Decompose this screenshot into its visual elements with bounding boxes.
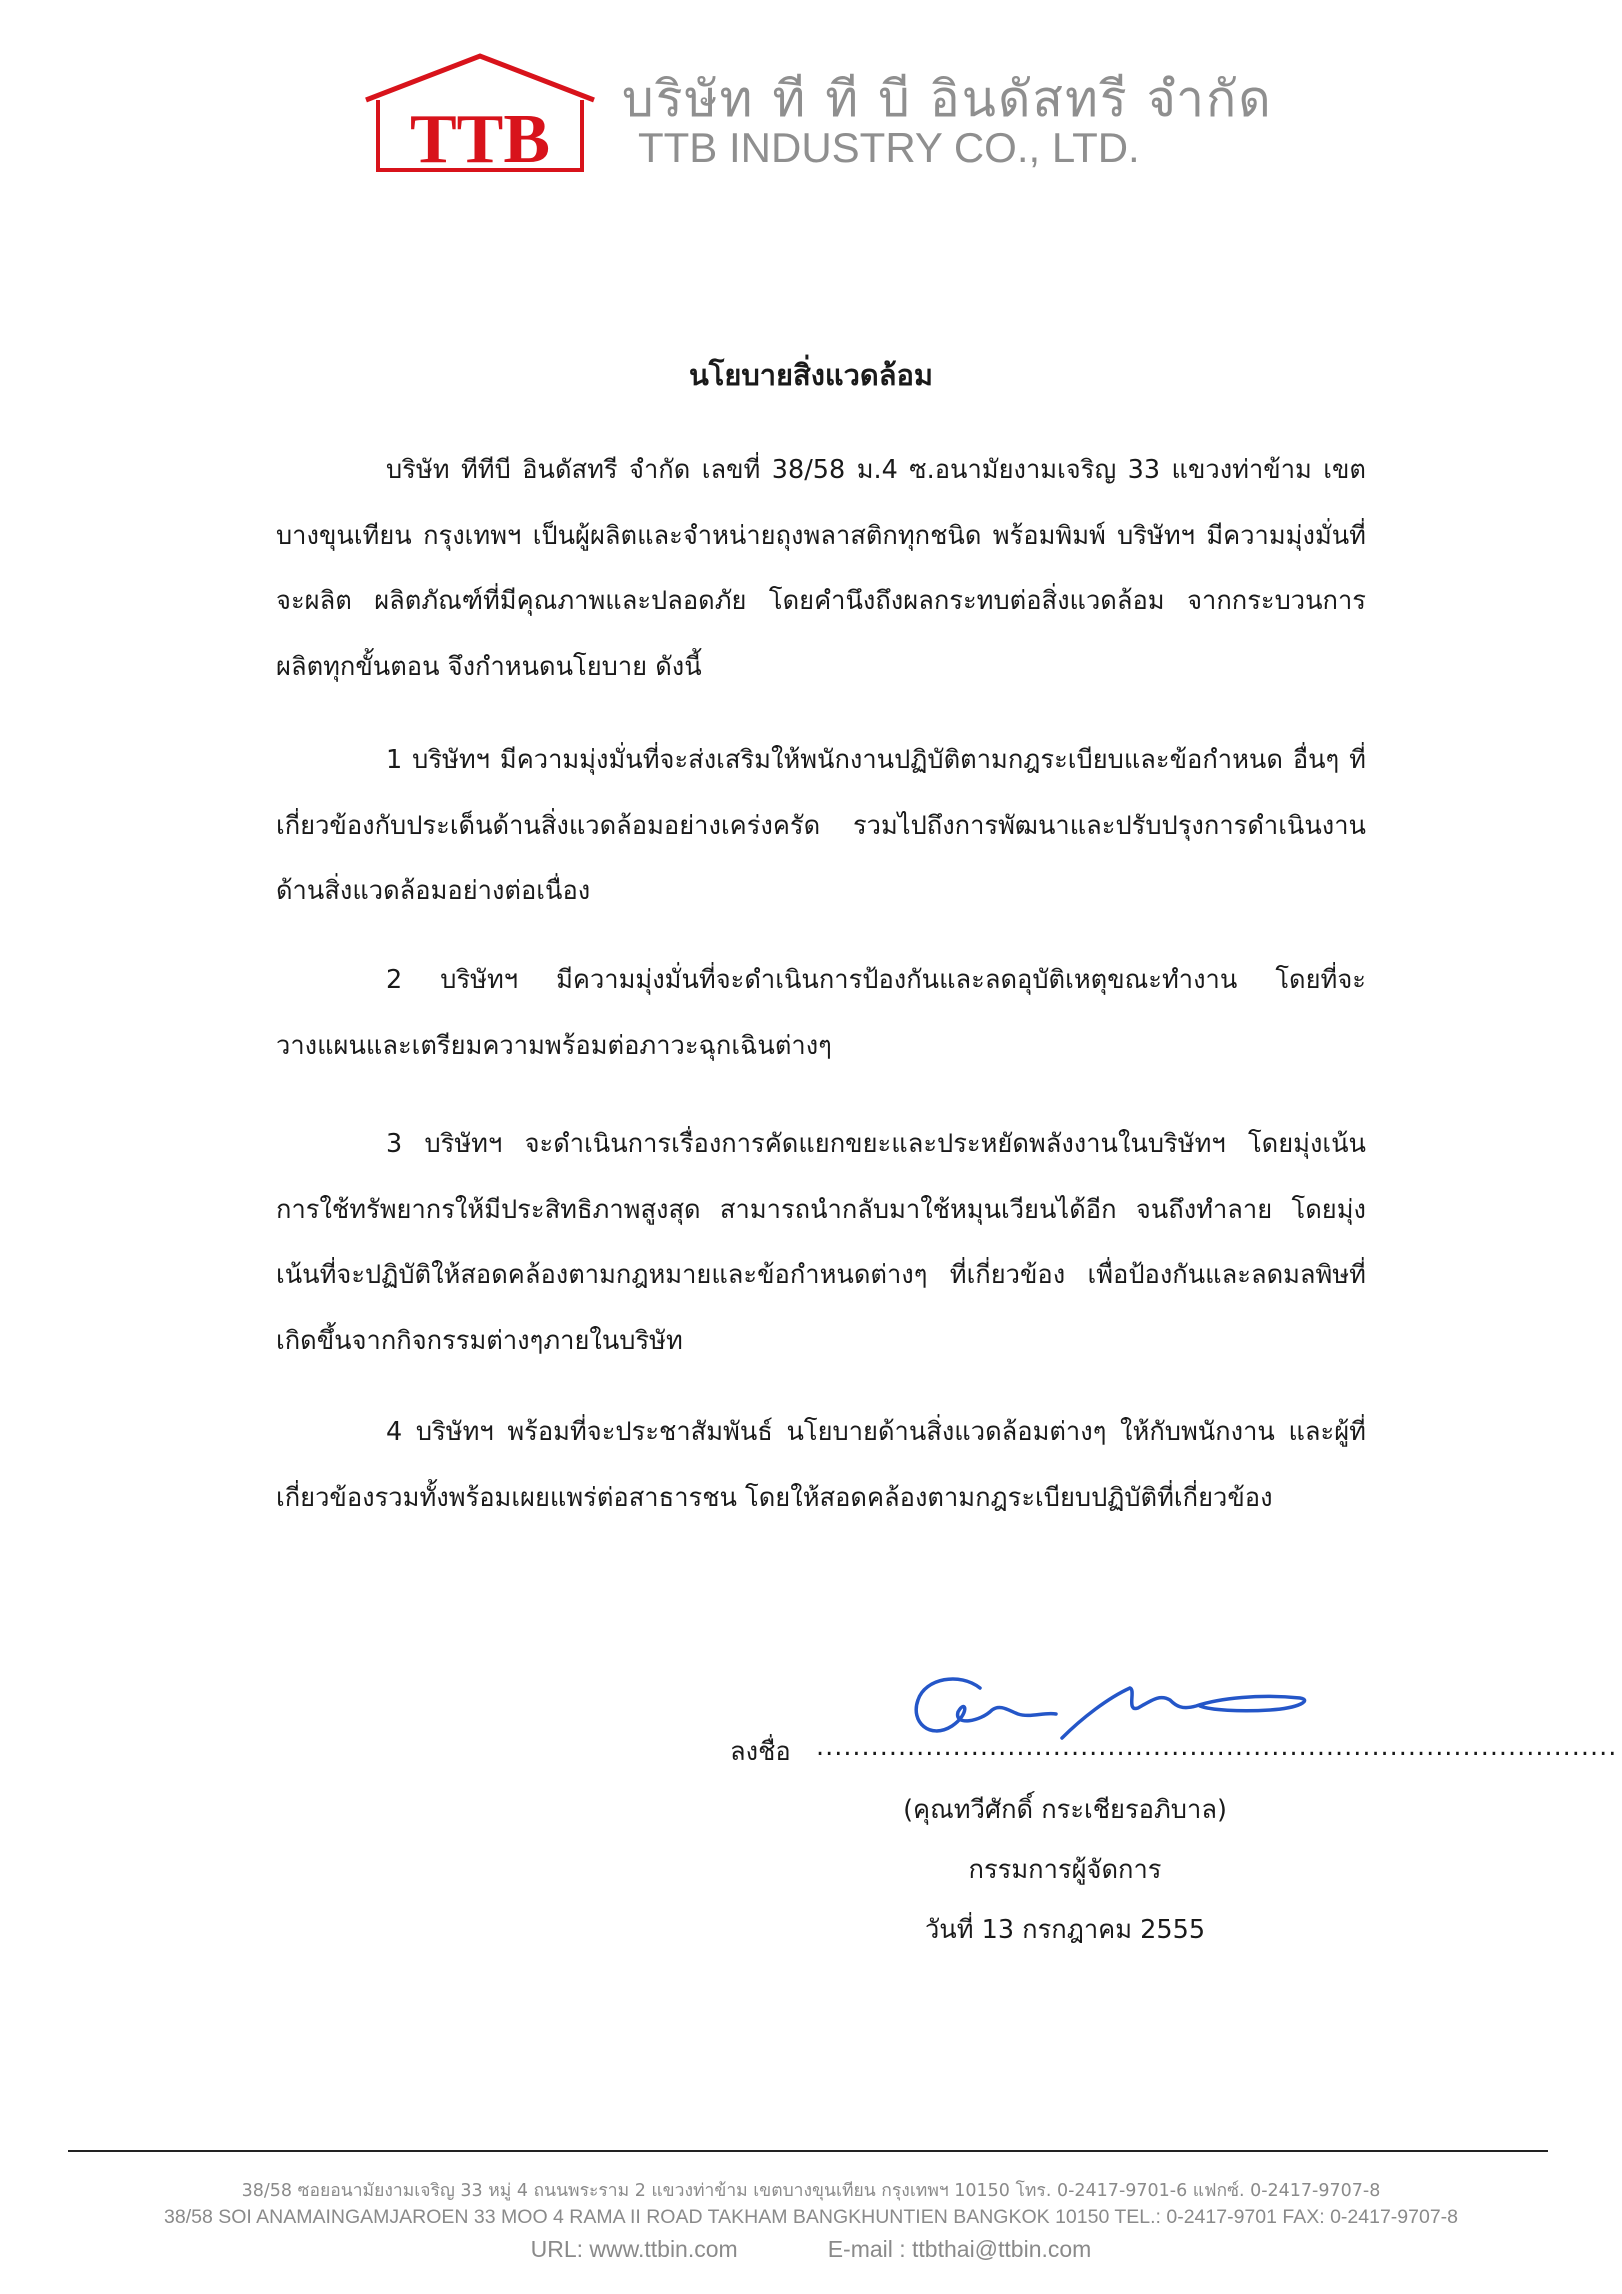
footer-email: E-mail : ttbthai@ttbin.com (827, 2236, 1092, 2262)
paragraph-text: บริษัท ทีทีบี อินดัสทรี จำกัด เลขที่ 38/58 ม.4 ซ.อนามัยงามเจริญ 33 แขวงท่าข้าม เขตบางขุนเทียน กรุงเทพฯ เป็นผู้ผลิตและจำหน่ายถุงพลาสติกทุกชนิด พร้อมพิมพ์ บริษัทฯ มีความมุ่งมั่นที่จะผลิต ผลิตภัณฑ์ที่มีคุณภาพและปลอดภัย โดยคำนึงถึงผลกระทบต่อสิ่งแวดล้อม จากกระบวนการผลิตทุกขั้นตอน จึงกำหนดนโยบาย ดังนี้ (276, 455, 1366, 682)
intro-paragraph (276, 438, 1366, 700)
handwritten-signature (830, 1660, 1370, 1760)
company-name-thai: บริษัท ที ที บี อินดัสทรี จำกัด (622, 70, 1273, 128)
policy-item-4 (276, 1400, 1366, 1531)
policy-item-2 (276, 948, 1366, 1079)
document-title: นโยบายสิ่งแวดล้อม (688, 358, 934, 392)
signature-line: ........................................................................................ (816, 1732, 1618, 1762)
footer-url: URL: www.ttbin.com (530, 2236, 738, 2262)
policy-item-1 (276, 728, 1366, 925)
signatory-name: (คุณทวีศักดิ์ กระเชียรอภิบาล) (903, 1795, 1227, 1825)
footer-contact (0, 2236, 1622, 2263)
policy-item-3 (276, 1112, 1366, 1374)
footer-address-english: 38/58 SOI ANAMAINGAMJAROEN 33 MOO 4 RAMA II ROAD TAKHAM BANGKHUNTIEN BANGKOK 10150 TEL.: 0-2417-9701 FAX: 0-2417-9707-8 (164, 2206, 1458, 2228)
logo-text: TTB (409, 101, 551, 177)
paragraph-text: 4 บริษัทฯ พร้อมที่จะประชาสัมพันธ์ นโยบายด้านสิ่งแวดล้อมต่างๆ ให้กับพนักงาน และผู้ที่เกี่ยวข้องรวมทั้งพร้อมเผยแพร่ต่อสาธารชน โดยให้สอดคล้องตามกฎระเบียบปฏิบัติที่เกี่ยวข้อง (276, 1417, 1366, 1513)
letterhead (360, 52, 1273, 182)
footer-address-thai: 38/58 ซอยอนามัยงามเจริญ 33 หมู่ 4 ถนนพระราม 2 แขวงท่าข้าม เขตบางขุนเทียน กรุงเทพฯ 10150 โทร. 0-2417-9701-6 แฟกซ์. 0-2417-9707-8 (241, 2181, 1381, 2201)
sign-label: ลงชื่อ (730, 1737, 791, 1767)
paragraph-text: 2 บริษัทฯ มีความมุ่งมั่นที่จะดำเนินการป้องกันและลดอุบัติเหตุขณะทำงาน โดยที่จะวางแผนและเตรียมความพร้อมต่อภาวะฉุกเฉินต่างๆ (276, 965, 1366, 1061)
sign-date: วันที่ 13 กรกฎาคม 2555 (924, 1915, 1206, 1945)
footer-divider (68, 2150, 1548, 2152)
ttb-logo (360, 52, 600, 177)
company-name-english: TTB INDUSTRY CO., LTD. (638, 124, 1140, 171)
signatory-position: กรรมการผู้จัดการ (968, 1855, 1162, 1885)
paragraph-text: 3 บริษัทฯ จะดำเนินการเรื่องการคัดแยกขยะและประหยัดพลังงานในบริษัทฯ โดยมุ่งเน้นการใช้ทรัพยากรให้มีประสิทธิภาพสูงสุด สามารถนำกลับมาใช้หมุนเวียนได้อีก จนถึงทำลาย โดยมุ่งเน้นที่จะปฏิบัติให้สอดคล้องตามกฎหมายและข้อกำหนดต่างๆ ที่เกี่ยวข้อง เพื่อป้องกันและลดมลพิษที่เกิดขึ้นจากกิจกรรมต่างๆภายในบริษัท (276, 1129, 1366, 1356)
paragraph-text: 1 บริษัทฯ มีความมุ่งมั่นที่จะส่งเสริมให้พนักงานปฏิบัติตามกฎระเบียบและข้อกำหนด อื่นๆ ที่เกี่ยวข้องกับประเด็นด้านสิ่งแวดล้อมอย่างเคร่งครัด รวมไปถึงการพัฒนาและปรับปรุงการดำเนินงานด้านสิ่งแวดล้อมอย่างต่อเนื่อง (276, 745, 1366, 906)
signature-block (730, 1660, 1618, 2000)
